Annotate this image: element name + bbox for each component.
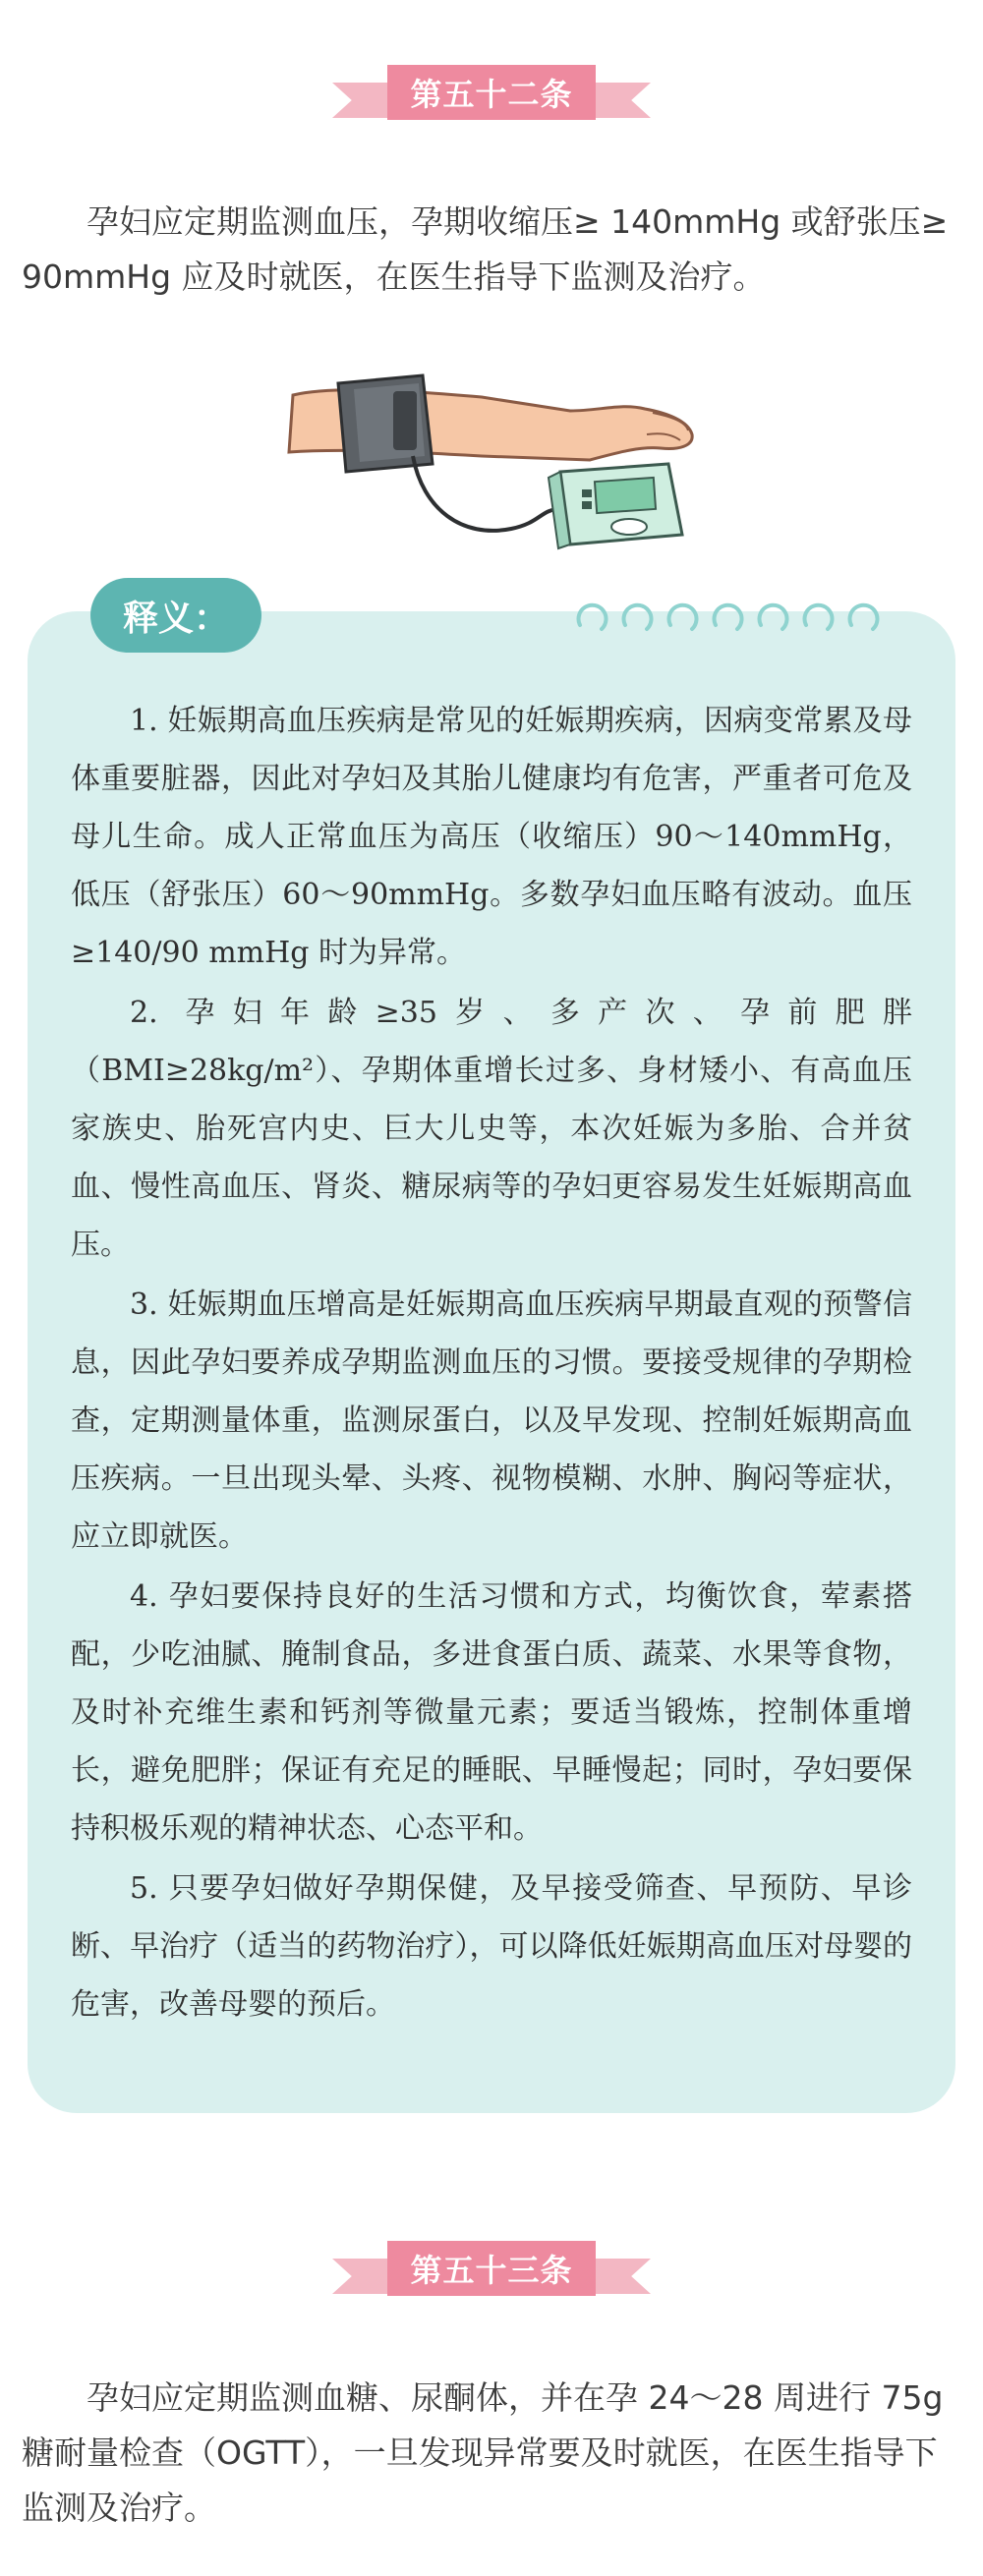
- swirl-decoration-icon: [570, 596, 895, 639]
- blood-pressure-monitor-icon: [275, 362, 708, 558]
- section-53-lead: 孕妇应定期监测血糖、尿酮体，并在孕 24～28 周进行 75g 糖耐量检查（OGTT），一旦发现异常要及时就医，在医生指导下监测及治疗。: [22, 2378, 944, 2527]
- section-52-title: 第五十二条: [387, 65, 596, 120]
- section-53-ribbon: [332, 2231, 651, 2310]
- monitor-device: [549, 464, 682, 548]
- explanation-paragraph-3: 3. 妊娠期血压增高是妊娠期高血压疾病早期最直观的预警信息，因此孕妇要养成孕期监测血压的习惯。要接受规律的孕期检查，定期测量体重，监测尿蛋白，以及早发现、控制妊娠期高血压疾病。一旦出现头晕、头疼、视物模糊、水肿、胸闷等症状，应立即就医。: [71, 1288, 912, 1554]
- explanation-paragraph-2: 2. 孕妇年龄≥35岁、多产次、孕前肥胖（BMI≥28kg/m²）、孕期体重增长过多、身材矮小、有高血压家族史、胎死宫内史、巨大儿史等，本次妊娠为多胎、合并贫血、慢性高血压、肾炎、糖尿病等的孕妇更容易发生妊娠期高血压。: [71, 996, 912, 1262]
- explanation-paragraph-5: 5. 只要孕妇做好孕期保健，及早接受筛查、早预防、早诊断、早治疗（适当的药物治疗），可以降低妊娠期高血压对母婴的危害，改善母婴的预后。: [71, 1871, 912, 2022]
- section-52-lead: 孕妇应定期监测血压，孕期收缩压≥ 140mmHg 或舒张压≥ 90mmHg 应及时就医，在医生指导下监测及治疗。: [22, 202, 949, 296]
- section-53-title: 第五十三条: [387, 2241, 596, 2296]
- explanation-paragraph-1: 1. 妊娠期高血压疾病是常见的妊娠期疾病，因病变常累及母体重要脏器，因此对孕妇及其胎儿健康均有危害，严重者可危及母儿生命。成人正常血压为高压（收缩压）90～140mmHg，低压（舒张压）60～90mmHg。多数孕妇血压略有波动。血压≥140/90 mmHg 时为异常。: [71, 704, 912, 970]
- section-52-ribbon: [332, 55, 651, 134]
- explanation-body: [71, 692, 912, 2035]
- blood-pressure-monitor-illustration: [275, 362, 708, 558]
- explanation-paragraph-4: 4. 孕妇要保持良好的生活习惯和方式，均衡饮食，荤素搭配，少吃油腻、腌制食品，多进食蛋白质、蔬菜、水果等食物，及时补充维生素和钙剂等微量元素；要适当锻炼，控制体重增长，避免肥胖；保证有充足的睡眠、早睡慢起；同时，孕妇要保持积极乐观的精神状态、心态平和。: [71, 1579, 912, 1846]
- explanation-tab: 释义：: [90, 578, 261, 653]
